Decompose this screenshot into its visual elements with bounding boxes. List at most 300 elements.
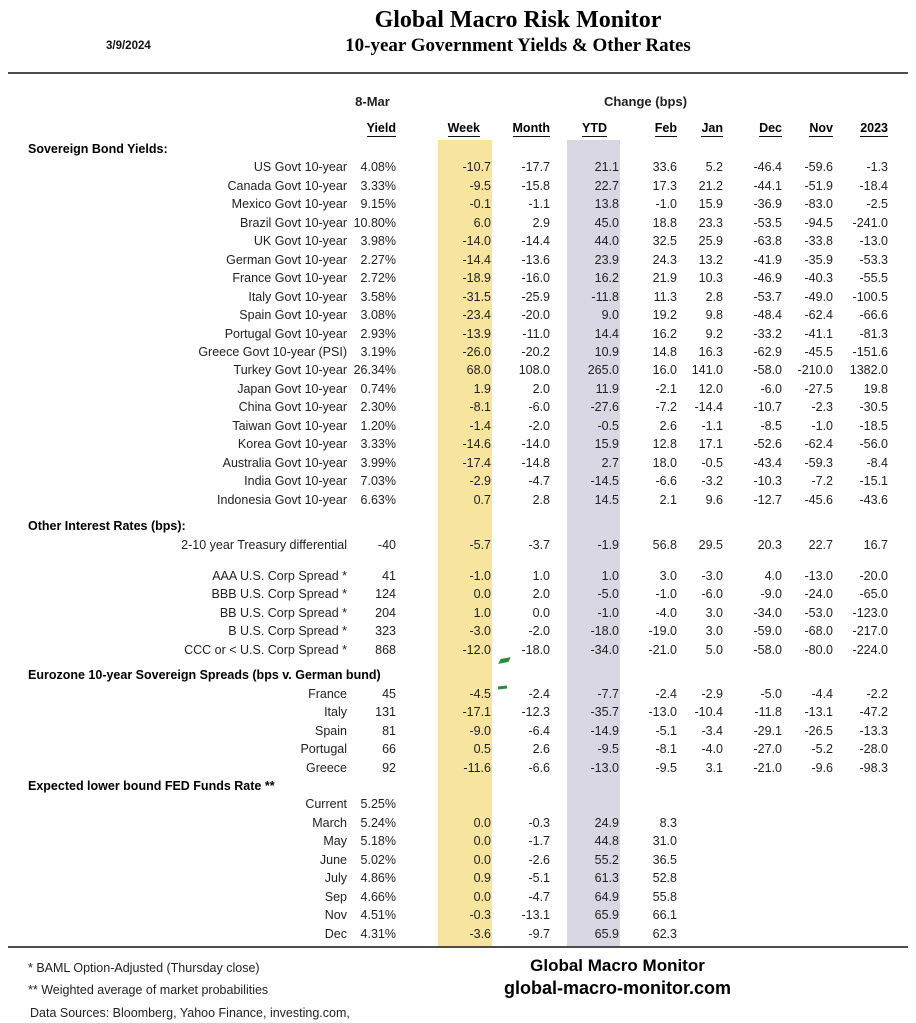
table-row — [28, 536, 889, 554]
cell-month: -1.7 — [528, 834, 550, 849]
spacer-cell — [551, 325, 567, 343]
cell-y2023 — [834, 832, 889, 850]
spacer-cell — [397, 685, 438, 703]
spacer-cell — [551, 491, 567, 509]
cell-week: 0.0 — [473, 889, 491, 904]
spacer-cell — [551, 306, 567, 324]
cell-ytd: -13.0 — [590, 760, 619, 775]
cell-jan — [678, 925, 724, 943]
cell-jan: -0.5 — [701, 455, 723, 470]
cell-yield: 4.31% — [360, 926, 396, 941]
cell-feb: -9.5 — [655, 760, 677, 775]
cell-nov: -59.3 — [804, 455, 833, 470]
cell-ytd: -27.6 — [590, 400, 619, 415]
cell-nov: -51.9 — [804, 178, 833, 193]
cell-dec: 20.3 — [757, 537, 782, 552]
table-row — [28, 685, 889, 703]
cell-dec — [724, 851, 783, 869]
cell-month: -15.8 — [521, 178, 550, 193]
spacer-cell — [551, 472, 567, 490]
spacer-cell — [551, 795, 567, 813]
spacer-cell — [551, 269, 567, 287]
cell-yield: 3.58% — [360, 289, 396, 304]
table-row — [28, 491, 889, 509]
cell-yield: 204 — [375, 605, 396, 620]
cell-yield: 10.80% — [353, 215, 396, 230]
cell-month: -0.3 — [528, 815, 550, 830]
table-row — [28, 417, 889, 435]
cell-y2023 — [834, 888, 889, 906]
table-row — [28, 604, 889, 622]
cell-month: -2.4 — [528, 686, 550, 701]
brand-website: global-macro-monitor.com — [503, 978, 732, 998]
table-row — [28, 454, 889, 472]
spacer-cell — [551, 832, 567, 850]
spacer-cell — [551, 585, 567, 603]
table-row — [28, 214, 889, 232]
cell-feb: 16.0 — [652, 363, 677, 378]
cell-week: -14.0 — [462, 234, 491, 249]
ytd-column-header: YTD — [582, 121, 607, 135]
cell-feb: 2.6 — [659, 418, 677, 433]
cell-week: 0.7 — [473, 492, 491, 507]
cell-nov: -1.0 — [811, 418, 833, 433]
cell-ytd: 14.4 — [594, 326, 619, 341]
cell-y2023: -47.2 — [859, 705, 888, 720]
cell-feb: -4.0 — [655, 605, 677, 620]
page-subtitle: 10-year Government Yields & Other Rates — [345, 35, 691, 56]
cell-yield: 2.30% — [360, 400, 396, 415]
cell-yield: 2.93% — [360, 326, 396, 341]
table-row — [28, 251, 889, 269]
cell-dec: -34.0 — [753, 605, 782, 620]
cell-jan — [678, 814, 724, 832]
spacer-cell — [397, 435, 438, 453]
cell-jan: 3.0 — [705, 624, 723, 639]
row-label: Canada Govt 10-year — [227, 178, 347, 193]
cell-nov: -94.5 — [804, 215, 833, 230]
cell-y2023: -123.0 — [852, 605, 888, 620]
cell-yield: 3.08% — [360, 308, 396, 323]
cell-dec: -27.0 — [753, 742, 782, 757]
cell-feb: 55.8 — [652, 889, 677, 904]
cell-nov: -41.1 — [804, 326, 833, 341]
cell-week: 0.0 — [473, 815, 491, 830]
spacer-cell — [397, 585, 438, 603]
cell-week: 1.9 — [473, 381, 491, 396]
row-label: BB U.S. Corp Spread * — [219, 605, 347, 620]
cell-feb: 2.1 — [659, 492, 677, 507]
spacer-cell — [397, 177, 438, 195]
cell-nov: -45.5 — [804, 344, 833, 359]
cell-y2023: -43.6 — [859, 492, 888, 507]
cell-nov: -13.1 — [804, 705, 833, 720]
cell-feb: -7.2 — [655, 400, 677, 415]
table-row — [28, 306, 889, 324]
cell-ytd: -5.0 — [597, 587, 619, 602]
cell-ytd: 44.0 — [594, 234, 619, 249]
spacer-cell — [397, 232, 438, 250]
cell-dec: -52.6 — [753, 437, 782, 452]
brand-block — [440, 955, 795, 1000]
cell-month: -6.6 — [528, 760, 550, 775]
cell-yield: 4.08% — [360, 160, 396, 175]
spacer-cell — [397, 269, 438, 287]
cell-ytd: 64.9 — [594, 889, 619, 904]
label-column-header — [28, 116, 348, 140]
cell-dec: 4.0 — [764, 568, 782, 583]
cell-y2023: -18.5 — [859, 418, 888, 433]
cell-y2023: -217.0 — [852, 624, 888, 639]
cell-month: -18.0 — [521, 642, 550, 657]
cell-ytd: -11.8 — [591, 289, 619, 304]
spacer-cell — [397, 306, 438, 324]
cell-ytd: 15.9 — [594, 437, 619, 452]
cell-y2023: 16.7 — [863, 537, 888, 552]
spacer-cell — [397, 759, 438, 777]
table-row — [28, 703, 889, 721]
spacer-row — [28, 554, 889, 567]
cell-y2023: -81.3 — [859, 326, 888, 341]
cell-feb: 18.0 — [652, 455, 677, 470]
cell-feb: 62.3 — [652, 926, 677, 941]
row-label: Brazil Govt 10-year — [240, 215, 347, 230]
cell-ytd: 61.3 — [594, 871, 619, 886]
cell-nov: -4.4 — [811, 686, 833, 701]
table-row — [28, 232, 889, 250]
spacer-cell — [397, 795, 438, 813]
cell-nov: -210.0 — [797, 363, 833, 378]
cell-dec: -53.5 — [753, 215, 782, 230]
cell-jan: 13.2 — [698, 252, 723, 267]
row-label: Turkey Govt 10-year — [233, 363, 347, 378]
change-bps-header: Change (bps) — [603, 94, 688, 109]
cell-week: -14.6 — [462, 437, 491, 452]
cell-feb: 24.3 — [652, 252, 677, 267]
spacer-cell — [551, 604, 567, 622]
cell-yield: 6.63% — [360, 492, 396, 507]
cell-jan: 15.9 — [698, 197, 723, 212]
cell-dec: -10.7 — [753, 400, 782, 415]
spacer-cell — [551, 622, 567, 640]
cell-month: 2.9 — [532, 215, 550, 230]
cell-nov: -13.0 — [804, 568, 833, 583]
cell-nov: 22.7 — [808, 537, 833, 552]
spacer-cell — [397, 851, 438, 869]
table-row — [28, 925, 889, 943]
spacer-cell — [551, 703, 567, 721]
cell-yield: 2.27% — [360, 252, 396, 267]
cell-ytd: 65.9 — [594, 926, 619, 941]
table-row — [28, 906, 889, 924]
cell-month: -20.0 — [521, 308, 550, 323]
cell-feb: 31.0 — [652, 834, 677, 849]
table-row — [28, 195, 889, 213]
cell-yield: 124 — [375, 587, 396, 602]
spacer-cell — [397, 604, 438, 622]
spacer-cell — [551, 195, 567, 213]
cell-week: -4.5 — [469, 686, 491, 701]
cell-nov: -2.3 — [811, 400, 833, 415]
spacer-cell — [551, 536, 567, 554]
table-row — [28, 398, 889, 416]
cell-y2023: -241.0 — [852, 215, 888, 230]
spacer-cell — [551, 454, 567, 472]
cell-ytd: -35.7 — [590, 705, 619, 720]
spacer-cell — [397, 343, 438, 361]
spacer-cell — [397, 380, 438, 398]
cell-jan: -4.0 — [701, 742, 723, 757]
section-label: Other Interest Rates (bps): — [28, 519, 186, 534]
cell-y2023: -15.1 — [859, 474, 888, 489]
row-label: BBB U.S. Corp Spread * — [211, 587, 347, 602]
cell-yield: 3.19% — [360, 344, 396, 359]
cell-dec: -63.8 — [753, 234, 782, 249]
cell-month — [492, 795, 551, 813]
cell-yield: 4.86% — [360, 871, 396, 886]
cell-week: -12.0 — [462, 642, 491, 657]
cell-month: -9.7 — [528, 926, 550, 941]
cell-feb: 56.8 — [652, 537, 677, 552]
cell-feb: 19.2 — [652, 308, 677, 323]
cell-feb: -2.4 — [655, 686, 677, 701]
spacer-cell — [397, 195, 438, 213]
row-label: France Govt 10-year — [232, 271, 347, 286]
cell-dec — [724, 814, 783, 832]
cell-ytd: -14.9 — [590, 723, 619, 738]
cell-month: -2.0 — [528, 418, 550, 433]
cell-yield: 4.66% — [360, 889, 396, 904]
spacer-cell — [551, 380, 567, 398]
cell-yield: 26.34% — [353, 363, 396, 378]
cell-month: -17.7 — [521, 160, 550, 175]
cell-week: -9.5 — [469, 178, 491, 193]
cell-month: -6.4 — [528, 723, 550, 738]
row-label: B U.S. Corp Spread * — [228, 624, 347, 639]
cell-nov — [783, 888, 834, 906]
cell-y2023: -224.0 — [852, 642, 888, 657]
cell-y2023: -28.0 — [859, 742, 888, 757]
cell-y2023 — [834, 869, 889, 887]
cell-month: -13.6 — [521, 252, 550, 267]
row-label: France — [308, 686, 347, 701]
cell-nov: -62.4 — [804, 308, 833, 323]
report-date: 3/9/2024 — [106, 40, 151, 52]
cell-feb: -13.0 — [648, 705, 677, 720]
cell-month: -14.0 — [521, 437, 550, 452]
cell-ytd: 44.8 — [594, 834, 619, 849]
section-label: Eurozone 10-year Sovereign Spreads (bps v. German bund) — [28, 668, 381, 683]
spacer-cell — [397, 703, 438, 721]
cell-feb: -6.6 — [655, 474, 677, 489]
cell-month: 1.0 — [532, 568, 550, 583]
cell-feb: 21.9 — [652, 271, 677, 286]
cell-feb: 32.5 — [652, 234, 677, 249]
cell-week: 0.9 — [473, 871, 491, 886]
cell-week: -10.7 — [462, 160, 491, 175]
cell-jan: -14.4 — [694, 400, 723, 415]
cell-yield: 868 — [375, 642, 396, 657]
cell-nov: -9.6 — [811, 760, 833, 775]
cell-y2023 — [834, 851, 889, 869]
cell-jan: 3.0 — [705, 605, 723, 620]
cell-dec: -53.7 — [753, 289, 782, 304]
cell-y2023: -56.0 — [859, 437, 888, 452]
cell-feb: -8.1 — [655, 742, 677, 757]
row-label: Indonesia Govt 10-year — [217, 492, 347, 507]
table-row — [28, 158, 889, 176]
cell-month: 2.8 — [532, 492, 550, 507]
cell-ytd: -0.5 — [597, 418, 619, 433]
cell-jan: 5.2 — [705, 160, 723, 175]
cell-dec: -12.7 — [753, 492, 782, 507]
table-row — [28, 641, 889, 659]
cell-nov: -7.2 — [811, 474, 833, 489]
row-label: May — [323, 834, 347, 849]
cell-y2023: -2.5 — [866, 197, 888, 212]
cell-week: 6.0 — [473, 215, 491, 230]
row-label: Sep — [324, 889, 347, 904]
row-label: Spain — [315, 723, 347, 738]
spacer-cell — [551, 685, 567, 703]
table-row — [28, 722, 889, 740]
table-row — [28, 585, 889, 603]
spacer-cell — [397, 454, 438, 472]
cell-week: -8.1 — [469, 400, 491, 415]
cell-week: 0.5 — [473, 742, 491, 757]
table-row — [28, 795, 889, 813]
spacer-cell — [551, 722, 567, 740]
spacer-cell — [28, 659, 889, 666]
cell-ytd: 65.9 — [594, 908, 619, 923]
row-label: Greece — [306, 760, 347, 775]
cell-dec: -46.4 — [753, 160, 782, 175]
cell-y2023 — [834, 906, 889, 924]
cell-y2023: -98.3 — [859, 760, 888, 775]
cell-jan: 5.0 — [705, 642, 723, 657]
cell-feb: -1.0 — [655, 587, 677, 602]
cell-y2023: -2.2 — [866, 686, 888, 701]
cell-month: -1.1 — [528, 197, 550, 212]
cell-yield: 92 — [382, 760, 396, 775]
feb-column-header: Feb — [654, 121, 677, 135]
cell-nov — [783, 832, 834, 850]
spacer-cell — [397, 158, 438, 176]
cell-week: -5.7 — [469, 537, 491, 552]
nov-column-header: Nov — [809, 121, 833, 135]
cell-yield: 7.03% — [360, 474, 396, 489]
cell-jan: 12.0 — [698, 381, 723, 396]
cell-y2023: -53.3 — [859, 252, 888, 267]
cell-y2023: 1382.0 — [849, 363, 888, 378]
cell-jan: 17.1 — [698, 437, 723, 452]
cell-feb — [620, 795, 678, 813]
cell-week: -3.6 — [469, 926, 491, 941]
cell-nov: -80.0 — [804, 642, 833, 657]
cell-nov: -59.6 — [804, 160, 833, 175]
cell-month: -13.1 — [521, 908, 550, 923]
cell-y2023: -13.3 — [859, 723, 888, 738]
cell-feb: 17.3 — [652, 178, 677, 193]
spacer-cell — [397, 417, 438, 435]
cell-feb: 66.1 — [652, 908, 677, 923]
row-label: China Govt 10-year — [238, 400, 347, 415]
dec-column-header: Dec — [759, 121, 782, 135]
cell-jan: 2.8 — [705, 289, 723, 304]
cell-nov: -5.2 — [811, 742, 833, 757]
cell-y2023: -55.5 — [859, 271, 888, 286]
spacer-cell — [551, 869, 567, 887]
cell-jan — [678, 795, 724, 813]
cell-dec: -36.9 — [753, 197, 782, 212]
spacer-cell — [397, 325, 438, 343]
spacer-cell — [551, 740, 567, 758]
cell-ytd: -7.7 — [597, 686, 619, 701]
table-row — [28, 288, 889, 306]
cell-y2023: -20.0 — [859, 568, 888, 583]
cell-nov: -40.3 — [804, 271, 833, 286]
cell-month: -3.7 — [528, 537, 550, 552]
cell-month: -14.4 — [521, 234, 550, 249]
cell-y2023: -8.4 — [866, 455, 888, 470]
spacer-cell — [397, 888, 438, 906]
footer-divider — [8, 946, 908, 948]
cell-ytd: -18.0 — [590, 624, 619, 639]
spacer-cell — [551, 851, 567, 869]
spacer-cell — [397, 214, 438, 232]
spacer-row — [28, 659, 889, 666]
cell-jan: -1.1 — [701, 418, 723, 433]
cell-feb: 8.3 — [659, 815, 677, 830]
cell-week: -0.1 — [469, 197, 491, 212]
spacer-cell — [551, 888, 567, 906]
cell-week: -26.0 — [462, 344, 491, 359]
row-label: Japan Govt 10-year — [237, 381, 347, 396]
cell-y2023: -65.0 — [859, 587, 888, 602]
rates-table — [28, 116, 889, 943]
cell-dec — [724, 795, 783, 813]
row-label: India Govt 10-year — [244, 474, 347, 489]
cell-feb: 36.5 — [652, 852, 677, 867]
cell-jan: 16.3 — [698, 344, 723, 359]
spacer-cell — [551, 759, 567, 777]
spacer-cell — [551, 158, 567, 176]
spacer-cell — [397, 906, 438, 924]
cell-dec: -58.0 — [753, 363, 782, 378]
cell-jan: 29.5 — [698, 537, 723, 552]
cell-yield: 5.25% — [360, 797, 396, 812]
cell-dec: -6.0 — [760, 381, 782, 396]
section-label: Sovereign Bond Yields: — [28, 142, 168, 156]
cell-week: -9.0 — [469, 723, 491, 738]
cell-nov: -33.8 — [804, 234, 833, 249]
cell-nov: -27.5 — [804, 381, 833, 396]
spacer-cell — [397, 536, 438, 554]
cell-ytd: -34.0 — [590, 642, 619, 657]
cell-week: -13.9 — [462, 326, 491, 341]
spacer-cell — [397, 361, 438, 379]
spacer-cell — [397, 622, 438, 640]
table-row — [28, 380, 889, 398]
row-label: Dec — [324, 926, 347, 941]
cell-yield: 3.33% — [360, 178, 396, 193]
cell-month: -4.7 — [528, 889, 550, 904]
cell-y2023: 19.8 — [863, 381, 888, 396]
cell-yield: 41 — [382, 568, 396, 583]
cell-ytd: -9.5 — [597, 742, 619, 757]
cell-week: 1.0 — [473, 605, 491, 620]
cell-week: 68.0 — [466, 363, 491, 378]
